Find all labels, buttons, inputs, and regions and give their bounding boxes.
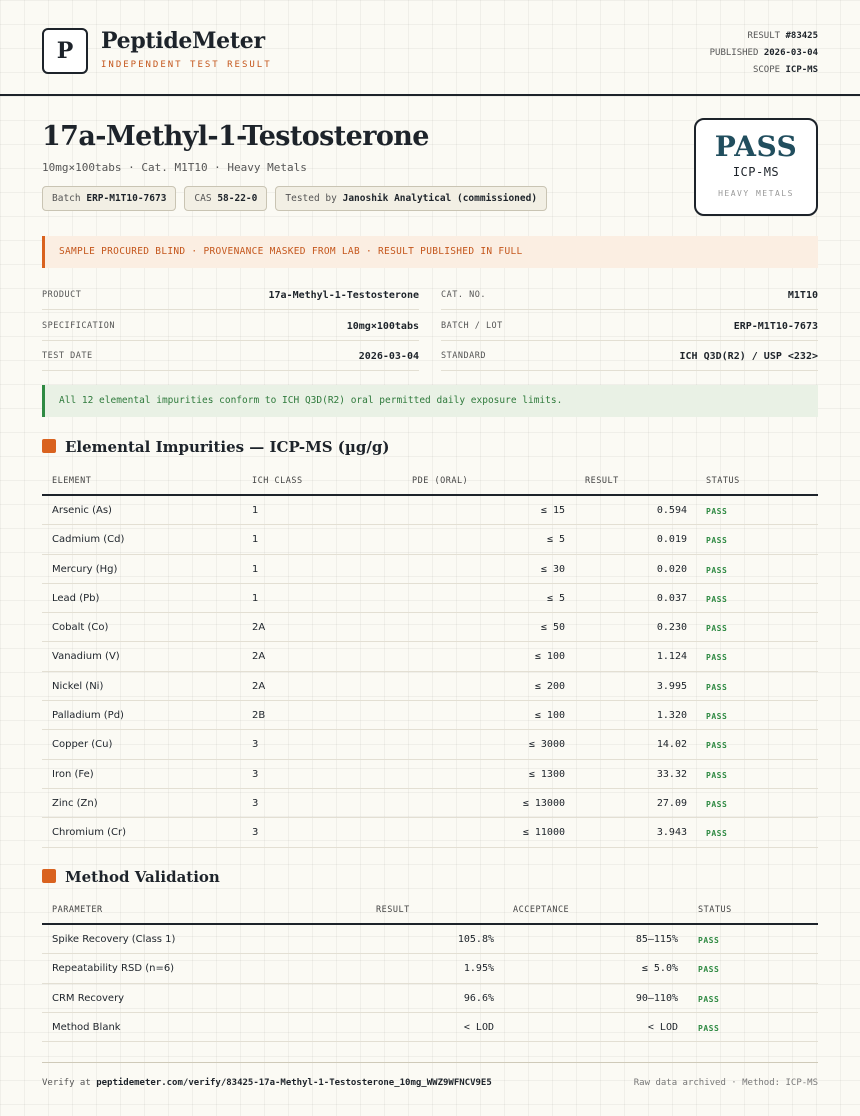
verify-link[interactable]: peptidemeter.com/verify/83425-17a-Methyl-1-Testosterone_10mg_WWZ9WFNCV9E5 <box>96 1078 492 1088</box>
table-row <box>42 584 818 613</box>
result-cell: < LOD <box>463 1021 494 1033</box>
result-cell: 27.09 <box>656 797 687 809</box>
verify-line: Verify at peptidemeter.com/verify/83425-17a-Methyl-1-Testosterone_10mg_WWZ9WFNCV9E5 <box>42 1078 492 1088</box>
element-cell: Lead (Pb) <box>52 592 100 604</box>
pde-cell: ≤ 11000 <box>522 827 565 839</box>
result-cell: 14.02 <box>656 739 687 751</box>
batch-chip: Batch ERP-M1T10-7673 <box>42 186 176 211</box>
result-cell: 1.95% <box>463 963 494 975</box>
element-cell: Cadmium (Cd) <box>52 534 125 546</box>
pde-cell: ≤ 50 <box>540 622 565 634</box>
table-row <box>42 642 818 671</box>
acceptance-cell: < LOD <box>647 1021 678 1033</box>
result-cell: 0.019 <box>656 534 687 546</box>
pde-cell: ≤ 3000 <box>528 739 565 751</box>
result-id-line: RESULT #83425 <box>747 31 818 41</box>
ich-class-cell: 3 <box>252 768 259 780</box>
ich-class-cell: 1 <box>252 592 259 604</box>
ich-class-cell: 3 <box>252 827 259 839</box>
ich-class-cell: 2B <box>252 710 266 722</box>
verdict-scope: HEAVY METALS <box>718 189 794 198</box>
table-row <box>42 954 818 983</box>
product-title: 17a-Methyl-1-Testosterone <box>42 121 429 152</box>
pde-cell: ≤ 100 <box>534 710 565 722</box>
ich-class-cell: 1 <box>252 534 259 546</box>
info-row-cat-no: CAT. NO. M1T10 <box>441 280 818 310</box>
status-badge: PASS <box>706 507 728 516</box>
element-cell: Cobalt (Co) <box>52 622 109 634</box>
status-badge: PASS <box>698 936 720 945</box>
pde-cell: ≤ 200 <box>534 680 565 692</box>
status-badge: PASS <box>698 994 720 1004</box>
archive-note: Raw data archived · Method: ICP-MS <box>633 1078 818 1088</box>
result-cell: 3.943 <box>656 827 687 839</box>
status-badge: PASS <box>706 653 728 663</box>
status-badge: PASS <box>706 770 728 780</box>
pde-cell: ≤ 5 <box>546 534 565 546</box>
status-badge: PASS <box>706 741 728 751</box>
header-divider <box>0 94 860 96</box>
published-date: 2026-03-04 <box>763 48 818 58</box>
pde-cell: ≤ 100 <box>534 651 565 663</box>
table-row <box>42 760 818 789</box>
info-row-standard: STANDARD ICH Q3D(R2) / USP <232> <box>441 341 818 371</box>
info-row-batch-lot: BATCH / LOT ERP-M1T10-7673 <box>441 311 818 341</box>
status-badge: PASS <box>698 965 720 975</box>
status-badge: PASS <box>706 536 728 546</box>
section-marker-icon <box>42 869 56 883</box>
pde-cell: ≤ 1300 <box>528 768 565 780</box>
scope-value: ICP-MS <box>785 65 818 75</box>
status-badge: PASS <box>706 565 728 575</box>
ich-class-cell: 1 <box>252 505 259 516</box>
table-row <box>42 1013 818 1042</box>
pde-cell: ≤ 30 <box>540 563 565 575</box>
verdict-text: PASS <box>714 130 798 163</box>
acceptance-cell: 90–110% <box>635 992 678 1004</box>
verdict-method: ICP-MS <box>732 165 780 179</box>
parameter-cell: Repeatability RSD (n=6) <box>52 963 175 975</box>
brand-name: PeptideMeter <box>101 28 265 54</box>
status-badge: PASS <box>698 1023 720 1033</box>
conformance-banner: All 12 elemental impurities conform to ICH Q3D(R2) oral permitted daily exposure limits. <box>42 385 818 417</box>
ich-class-cell: 1 <box>252 563 259 575</box>
element-cell: Mercury (Hg) <box>52 563 118 575</box>
table-row <box>42 789 818 818</box>
ich-class-cell: 2A <box>252 651 266 663</box>
verdict-stamp <box>694 118 818 216</box>
parameter-cell: Method Blank <box>52 1021 121 1033</box>
pde-cell: ≤ 15 <box>540 505 565 516</box>
product-subtitle: 10mg×100tabs · Cat. M1T10 · Heavy Metals <box>42 161 307 174</box>
scope-line: SCOPE ICP-MS <box>752 65 818 75</box>
status-badge: PASS <box>706 594 728 604</box>
info-row-product: PRODUCT 17a-Methyl-1-Testosterone <box>42 280 419 310</box>
result-cell: 0.037 <box>656 592 687 604</box>
validation-body <box>42 925 818 1042</box>
pde-cell: ≤ 13000 <box>522 797 565 809</box>
status-badge: PASS <box>706 682 728 692</box>
ich-class-cell: 3 <box>252 739 259 751</box>
validation-heading: Method Validation <box>42 867 220 887</box>
result-cell: 3.995 <box>656 680 687 692</box>
element-cell: Nickel (Ni) <box>52 680 104 692</box>
pde-cell: ≤ 5 <box>546 592 565 604</box>
cas-chip: CAS 58-22-0 <box>184 186 267 211</box>
tested-by-chip: Tested by Janoshik Analytical (commissioned) <box>275 186 547 211</box>
ich-class-cell: 2A <box>252 680 266 692</box>
element-cell: Zinc (Zn) <box>52 797 98 809</box>
section-marker-icon <box>42 439 56 453</box>
result-cell: 1.124 <box>656 651 687 663</box>
info-row-test-date: TEST DATE 2026-03-04 <box>42 341 419 371</box>
table-row <box>42 613 818 642</box>
status-badge: PASS <box>706 829 728 839</box>
table-row <box>42 701 818 730</box>
element-cell: Vanadium (V) <box>52 651 120 663</box>
impurities-table <box>42 466 818 848</box>
ich-class-cell: 2A <box>252 622 266 634</box>
acceptance-cell: ≤ 5.0% <box>641 963 678 975</box>
acceptance-cell: 85–115% <box>635 934 678 945</box>
result-cell: 0.230 <box>656 622 687 634</box>
table-row <box>42 555 818 584</box>
table-row <box>42 525 818 554</box>
result-meta <box>710 28 818 79</box>
table-row <box>42 818 818 847</box>
element-cell: Arsenic (As) <box>52 505 112 516</box>
table-row <box>42 496 818 525</box>
status-badge: PASS <box>706 712 728 722</box>
result-cell: 0.594 <box>656 505 687 516</box>
element-cell: Chromium (Cr) <box>52 827 127 839</box>
status-badge: PASS <box>706 624 728 634</box>
parameter-cell: Spike Recovery (Class 1) <box>52 934 176 945</box>
published-line: PUBLISHED 2026-03-04 <box>709 48 818 58</box>
table-row <box>42 925 818 954</box>
result-cell: 33.32 <box>656 768 687 780</box>
brand-logo: P <box>42 28 88 74</box>
validation-table <box>42 895 818 1042</box>
product-chips <box>42 186 547 211</box>
element-cell: Palladium (Pd) <box>52 710 124 722</box>
result-id: #83425 <box>785 31 818 41</box>
ich-class-cell: 3 <box>252 797 259 809</box>
status-badge: PASS <box>706 799 728 809</box>
result-cell: 96.6% <box>463 992 494 1004</box>
impurities-header-row: ELEMENT ICH CLASS PDE (ORAL) RESULT STATUS <box>42 466 818 496</box>
report-header <box>42 26 818 78</box>
impurities-body <box>42 496 818 848</box>
table-row <box>42 984 818 1013</box>
element-cell: Copper (Cu) <box>52 739 113 751</box>
info-row-specification: SPECIFICATION 10mg×100tabs <box>42 311 419 341</box>
result-cell: 105.8% <box>457 934 494 945</box>
result-cell: 1.320 <box>656 710 687 722</box>
table-row <box>42 672 818 701</box>
footer-divider <box>42 1062 818 1063</box>
parameter-cell: CRM Recovery <box>52 992 125 1004</box>
impurities-heading: Elemental Impurities — ICP-MS (µg/g) <box>42 437 389 457</box>
validation-header-row: PARAMETER RESULT ACCEPTANCE STATUS <box>42 895 818 925</box>
element-cell: Iron (Fe) <box>52 768 94 780</box>
brand-tagline: INDEPENDENT TEST RESULT <box>101 60 272 70</box>
procurement-notice: SAMPLE PROCURED BLIND · PROVENANCE MASKED FROM LAB · RESULT PUBLISHED IN FULL <box>42 236 818 268</box>
result-cell: 0.020 <box>656 563 687 575</box>
table-row <box>42 730 818 759</box>
